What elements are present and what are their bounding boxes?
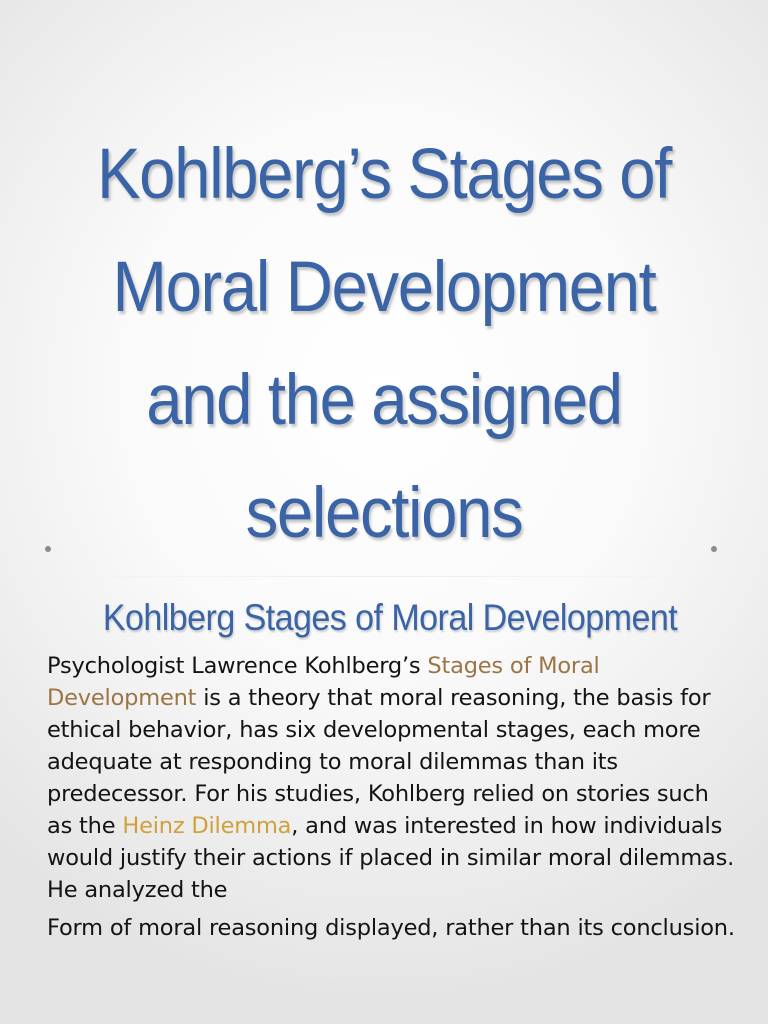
- heinz-dilemma-link[interactable]: Heinz Dilemma: [122, 813, 292, 839]
- divider-dot-right: [711, 546, 717, 552]
- title-line-2: Moral Development: [112, 248, 656, 327]
- section-divider: [48, 576, 714, 577]
- body-text-segment: is a theory that moral reasoning, the basis for ethical behavior, has six developmental stages, each more adequate at responding to moral dilemmas than its predecessor. For his studies, Kohlberg relied on stories such as the: [47, 685, 711, 839]
- title-line-1: Kohlberg’s Stages of: [96, 135, 671, 214]
- title-line-3: and the assigned: [146, 361, 622, 440]
- body-paragraph-1: [47, 650, 737, 906]
- body-text-segment: Psychologist Lawrence Kohlberg’s: [47, 653, 428, 679]
- body-text-segment: , and was interested in how individuals would justify their actions if placed in similar moral dilemmas. He analyzed the: [47, 813, 735, 903]
- body-paragraph-2: Form of moral reasoning displayed, rather than its conclusion.: [47, 915, 735, 941]
- stages-of-moral-development-link[interactable]: Stages of Moral Development: [47, 653, 600, 711]
- body-text: [47, 650, 737, 944]
- slide-title: [0, 118, 768, 570]
- title-line-4: selections: [245, 474, 523, 553]
- divider-dot-left: [45, 546, 51, 552]
- section-subheading: Kohlberg Stages of Moral Development: [102, 597, 678, 638]
